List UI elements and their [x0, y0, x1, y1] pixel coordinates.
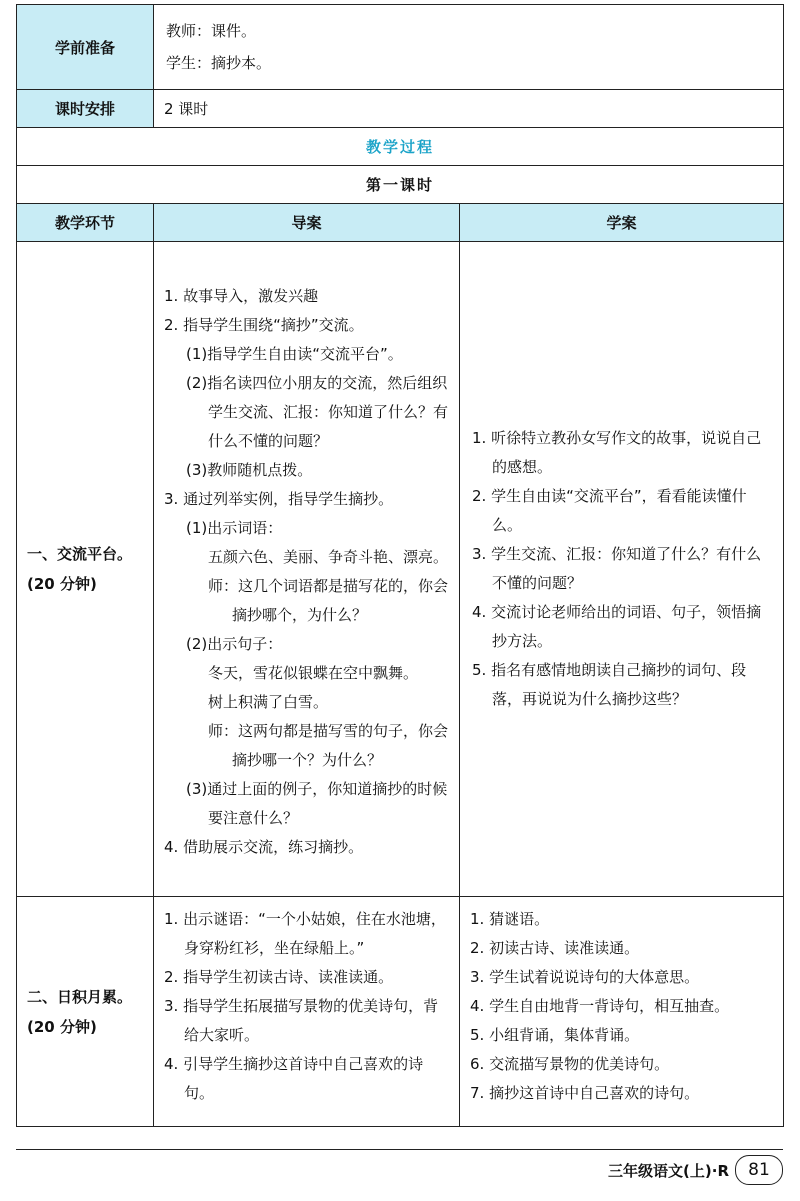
list-item: (3)教师随机点拨。	[186, 461, 313, 479]
list-item: 五颜六色、美丽、争奇斗艳、漂亮。	[208, 548, 449, 566]
header-row	[17, 204, 784, 242]
stage1-time: (20 分钟)	[27, 575, 97, 593]
list-item: 5. 小组背诵，集体背诵。	[470, 1026, 640, 1044]
prep-teacher: 教师：课件。	[166, 22, 257, 40]
stage1-title: 一、交流平台。	[27, 545, 133, 563]
lesson-plan-table	[16, 4, 784, 1127]
list-item: 1. 猜谜语。	[470, 910, 550, 928]
stage2-cell	[17, 897, 154, 1127]
lesson-plan-page	[16, 4, 783, 1127]
process-title: 教学过程	[17, 128, 784, 166]
header-guide: 导案	[154, 204, 460, 242]
process-title-row	[17, 128, 784, 166]
list-item: 4. 交流讨论老师给出的词语、句子，领悟摘抄方法。	[472, 603, 762, 650]
stage2-row	[17, 897, 784, 1127]
lesson-title-row	[17, 166, 784, 204]
list-item: 2. 初读古诗、读准读通。	[470, 939, 640, 957]
list-item: 2. 指导学生初读古诗、读准读通。	[164, 968, 394, 986]
schedule-row	[17, 90, 784, 128]
schedule-label: 课时安排	[17, 90, 154, 128]
list-item: 1. 听徐特立教孙女写作文的故事，说说自己的感想。	[472, 429, 762, 476]
prep-content	[154, 5, 784, 90]
list-item: 7. 摘抄这首诗中自己喜欢的诗句。	[470, 1084, 700, 1102]
list-item: 1. 出示谜语：“一个小姑娘，住在水池塘，身穿粉红衫，坐在绿船上。”	[164, 910, 446, 957]
header-study: 学案	[460, 204, 784, 242]
list-item: 3. 学生试着说说诗句的大体意思。	[470, 968, 700, 986]
stage2-study	[460, 897, 784, 1127]
page-footer	[16, 1149, 783, 1180]
list-item: 5. 指名有感情地朗读自己摘抄的词句、段落，再说说为什么摘抄这些？	[472, 661, 747, 708]
list-item: 3. 指导学生拓展描写景物的优美诗句，背给大家听。	[164, 997, 439, 1044]
stage2-time: (20 分钟)	[27, 1017, 97, 1036]
list-item: 3. 学生交流、汇报：你知道了什么？有什么不懂的问题？	[472, 545, 762, 592]
list-item: (2)出示句子：	[186, 635, 283, 653]
list-item: 师：这两句都是描写雪的句子，你会摘抄哪一个？为什么？	[208, 722, 449, 769]
list-item: (1)指导学生自由读“交流平台”。	[186, 345, 403, 363]
list-item: (2)指名读四位小朋友的交流，然后组织学生交流、汇报：你知道了什么？有什么不懂的问题？	[186, 374, 449, 450]
list-item: 4. 引导学生摘抄这首诗中自己喜欢的诗句。	[164, 1055, 424, 1102]
list-item: 6. 交流描写景物的优美诗句。	[470, 1055, 670, 1073]
list-item: 树上积满了白雪。	[208, 693, 329, 711]
stage1-guide	[154, 242, 460, 897]
prep-label: 学前准备	[17, 5, 154, 90]
header-stage: 教学环节	[17, 204, 154, 242]
book-title: 三年级语文(上)·R	[608, 1162, 729, 1180]
list-item: (1)出示词语：	[186, 519, 283, 537]
list-item: 冬天，雪花似银蝶在空中飘舞。	[208, 664, 419, 682]
list-item: 4. 学生自由地背一背诗句，相互抽查。	[470, 997, 730, 1015]
list-item: (3)通过上面的例子，你知道摘抄的时候要注意什么？	[186, 780, 448, 827]
list-item: 3. 通过列举实例，指导学生摘抄。	[164, 490, 394, 508]
stage1-cell	[17, 242, 154, 897]
prep-row	[17, 5, 784, 90]
list-item: 1. 故事导入，激发兴趣	[164, 287, 319, 305]
page-number: 81	[735, 1155, 783, 1185]
stage2-title: 二、日积月累。	[27, 987, 133, 1006]
list-item: 2. 学生自由读“交流平台”，看看能读懂什么。	[472, 487, 747, 534]
prep-student: 学生：摘抄本。	[166, 54, 272, 72]
list-item: 师：这几个词语都是描写花的，你会摘抄哪个，为什么？	[208, 577, 449, 624]
list-item: 2. 指导学生围绕“摘抄”交流。	[164, 316, 364, 334]
stage2-guide	[154, 897, 460, 1127]
stage1-row	[17, 242, 784, 897]
list-item: 4. 借助展示交流，练习摘抄。	[164, 838, 364, 856]
schedule-value: 2 课时	[154, 90, 784, 128]
lesson-title: 第一课时	[17, 166, 784, 204]
stage1-study	[460, 242, 784, 897]
